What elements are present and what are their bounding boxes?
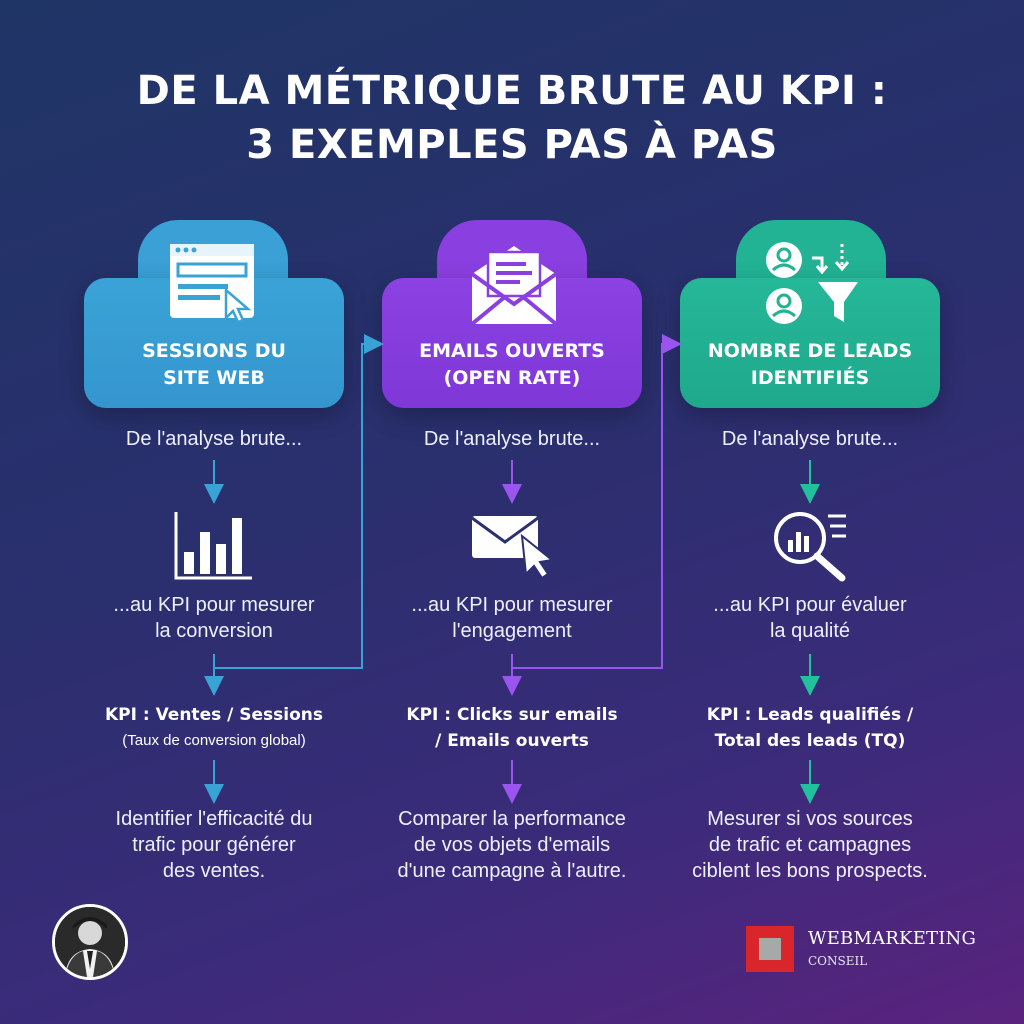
col3-kpi: [660, 702, 960, 754]
col2-from-text: De l'analyse brute...: [423, 428, 601, 450]
card-emails-label-line2: (OPEN RATE): [443, 367, 581, 389]
col2-kpi-line1: KPI : Clicks sur emails: [406, 705, 618, 725]
brand-name: WEBMARKETING: [808, 928, 977, 949]
col1-goal-line3: des ventes.: [162, 860, 266, 882]
col2-kpi-line2: / Emails ouverts: [435, 731, 589, 751]
col3-kpi-line1: KPI : Leads qualifiés /: [706, 705, 914, 725]
col2-goal-line1: Comparer la performance: [398, 808, 626, 830]
col3-to-line2: la qualité: [769, 620, 851, 642]
card-emails-label-line1: EMAILS OUVERTS: [419, 340, 605, 362]
col3-goal-line3: ciblent les bons prospects.: [692, 860, 928, 882]
col3-from-text: De l'analyse brute...: [721, 428, 899, 450]
title-line-1: DE LA MÉTRIQUE BRUTE AU KPI :: [136, 68, 888, 114]
col1-kpi-line1: KPI : Ventes / Sessions: [104, 705, 323, 725]
red-square-logo-icon: [746, 926, 794, 972]
col1-to-text: [64, 592, 364, 644]
col2-to-line1: ...au KPI pour mesurer: [411, 594, 613, 616]
brand-sub: CONSEIL: [808, 954, 868, 968]
col1-kpi-line2: (Taux de conversion global): [122, 732, 306, 749]
card-sessions-label-line2: SITE WEB: [163, 367, 265, 389]
col2-to-text: [362, 592, 662, 644]
col2-goal-line3: d'une campagne à l'autre.: [397, 860, 627, 882]
col3-goal-line2: de trafic et campagnes: [708, 834, 912, 856]
col1-from-text: De l'analyse brute...: [125, 428, 303, 450]
col1-to-line2: la conversion: [155, 620, 273, 642]
col3-to-text: [660, 592, 960, 644]
col2-kpi: [362, 702, 662, 754]
col1-goal-line1: Identifier l'efficacité du: [115, 808, 313, 830]
magnifier-chart-icon: [776, 514, 846, 578]
col1-goal-text: [64, 806, 364, 884]
col3-kpi-line2: Total des leads (TQ): [714, 731, 906, 751]
col1-goal-line2: trafic pour générer: [132, 834, 296, 856]
card-leads-label-line1: NOMBRE DE LEADS: [707, 340, 913, 362]
envelope-click-icon: [472, 516, 552, 578]
col2-to-line2: l'engagement: [452, 620, 572, 642]
col2-goal-text: [357, 806, 667, 884]
col1-kpi: [64, 702, 364, 754]
card-sessions-label-line1: SESSIONS DU: [142, 340, 286, 362]
author-avatar-icon: [52, 904, 128, 980]
title-line-2: 3 EXEMPLES PAS À PAS: [246, 122, 778, 168]
col2-goal-line2: de vos objets d'emails: [413, 834, 611, 856]
col3-to-line1: ...au KPI pour évaluer: [713, 594, 907, 616]
col3-goal-text: [660, 806, 960, 884]
col3-goal-line1: Mesurer si vos sources: [707, 808, 913, 830]
col1-to-line1: ...au KPI pour mesurer: [113, 594, 315, 616]
card-leads-label-line2: IDENTIFIÉS: [750, 367, 870, 389]
bar-chart-icon: [176, 512, 252, 578]
